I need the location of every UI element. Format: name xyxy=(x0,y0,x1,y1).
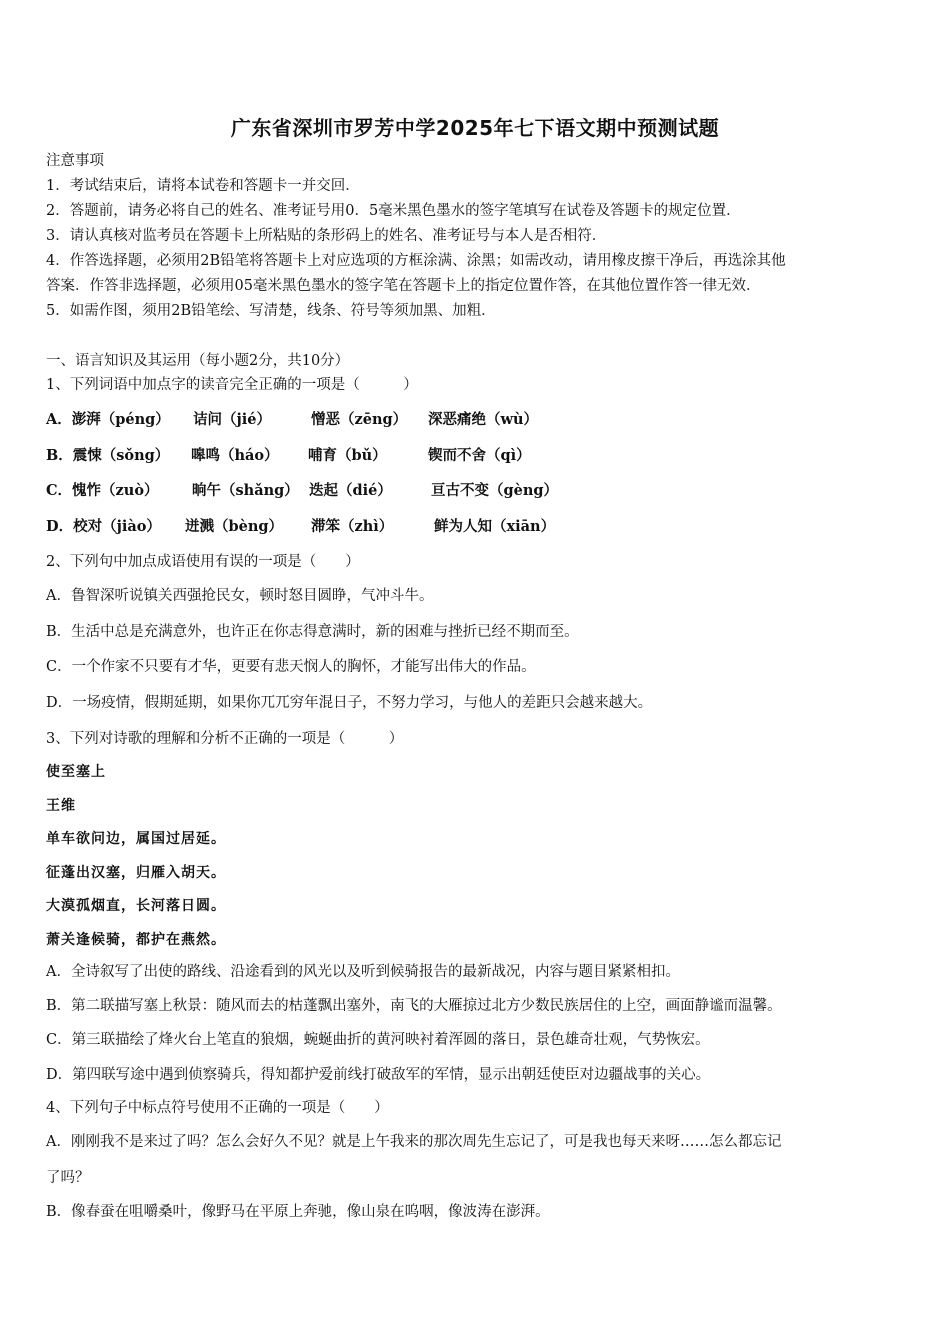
word-item: 鲜为人知（xiān） xyxy=(434,518,556,535)
question-3-option: D．第四联写途中遇到侦察骑兵，得知都护爱前线打破敌军的军情，显示出朝廷使臣对边疆战事的关心。 xyxy=(46,1067,711,1083)
section-heading: 一、语言知识及其运用（每小题2分，共10分） xyxy=(46,353,350,369)
question-2-option: A．鲁智深听说镇关西强抢民女，顿时怒目圆睁，气冲斗牛。 xyxy=(46,588,434,604)
question-3-option: C．第三联描绘了烽火台上笔直的狼烟，蜿蜒曲折的黄河映衬着浑圆的落日，景色雄奇壮观，气势恢宏。 xyxy=(46,1032,710,1048)
word-item: D．校对（jiào） xyxy=(46,518,161,535)
notice-heading: 注意事项 xyxy=(46,153,104,169)
word-item: B．震悚（sǒng） xyxy=(46,447,170,464)
notice-item: 5．如需作图，须用2B铅笔绘、写清楚，线条、符号等须加黑、加粗． xyxy=(46,303,496,319)
word-item: 迸溅（bèng） xyxy=(185,518,284,535)
word-item: 锲而不舍（qì） xyxy=(428,447,531,464)
notice-item: 2．答题前，请务必将自己的姓名、准考证号用0．5毫米黑色墨水的签字笔填写在试卷及答题卡的规定位置． xyxy=(46,203,741,219)
question-2-option: C．一个作家不只要有才华，更要有悲天悯人的胸怀，才能写出伟大的作品。 xyxy=(46,659,536,675)
notice-item: 答案．作答非选择题，必须用05毫米黑色墨水的签字笔在答题卡上的指定位置作答，在其他位置作答一律无效． xyxy=(46,278,761,294)
question-2-stem: 2、下列句中加点成语使用有误的一项是（ ） xyxy=(46,554,360,570)
notice-item: 4．作答选择题，必须用2B铅笔将答题卡上对应选项的方框涂满、涂黑；如需改动，请用橡皮擦干净后，再选涂其他 xyxy=(46,253,786,269)
word-item: 迭起（dié） xyxy=(309,482,392,499)
word-item: C．愧怍（zuò） xyxy=(46,482,159,499)
word-item: 诘问（jié） xyxy=(193,411,271,428)
word-item: 嗥鸣（háo） xyxy=(191,447,279,464)
word-item: 晌午（shǎng） xyxy=(192,482,299,499)
poem-line: 征蓬出汉塞，归雁入胡天。 xyxy=(46,865,226,881)
word-item: 深恶痛绝（wù） xyxy=(428,411,539,428)
question-4-option-a: A．刚刚我不是来过了吗？怎么会好久不见？就是上午我来的那次周先生忘记了，可是我也每天来呀……怎么都忘记 xyxy=(46,1134,782,1150)
poem-line: 萧关逢候骑，都护在燕然。 xyxy=(46,932,226,948)
word-item: A．澎湃（péng） xyxy=(46,411,170,428)
word-item: 滞笨（zhì） xyxy=(311,518,394,535)
poem-line: 大漠孤烟直，长河落日圆。 xyxy=(46,898,226,914)
poem-author: 王维 xyxy=(46,798,76,814)
poem-title: 使至塞上 xyxy=(46,764,106,780)
poem-line: 单车欲问边，属国过居延。 xyxy=(46,831,226,847)
word-item: 哺育（bǔ） xyxy=(308,447,387,464)
question-3-option: B．第二联描写塞上秋景：随风而去的枯蓬飘出塞外，南飞的大雁掠过北方少数民族居住的上空，画面静谧而温馨。 xyxy=(46,998,782,1014)
question-4-option-b: B．像春蚕在咀嚼桑叶，像野马在平原上奔驰，像山泉在呜咽，像波涛在澎湃。 xyxy=(46,1204,550,1220)
question-2-option: B．生活中总是充满意外，也许正在你志得意满时，新的困难与挫折已经不期而至。 xyxy=(46,624,579,640)
question-1-stem: 1、下列词语中加点字的读音完全正确的一项是（ ） xyxy=(46,377,418,393)
question-4-stem: 4、下列句子中标点符号使用不正确的一项是（ ） xyxy=(46,1100,389,1116)
notice-item: 1．考试结束后，请将本试卷和答题卡一并交回． xyxy=(46,178,360,194)
word-item: 憎恶（zēng） xyxy=(311,411,408,428)
question-3-stem: 3、下列对诗歌的理解和分析不正确的一项是（ ） xyxy=(46,731,404,747)
question-2-option: D．一场疫情，假期延期，如果你兀兀穷年混日子，不努力学习，与他人的差距只会越来越大。 xyxy=(46,695,653,711)
word-item: 亘古不变（gèng） xyxy=(431,482,559,499)
notice-item: 3．请认真核对监考员在答题卡上所粘贴的条形码上的姓名、准考证号与本人是否相符． xyxy=(46,228,607,244)
question-3-option: A．全诗叙写了出使的路线、沿途看到的风光以及听到候骑报告的最新战况，内容与题目紧紧相扣。 xyxy=(46,964,680,980)
question-4-option-a-cont: 了吗？ xyxy=(46,1170,90,1186)
page-title: 广东省深圳市罗芳中学2025年七下语文期中预测试题 xyxy=(230,116,720,140)
